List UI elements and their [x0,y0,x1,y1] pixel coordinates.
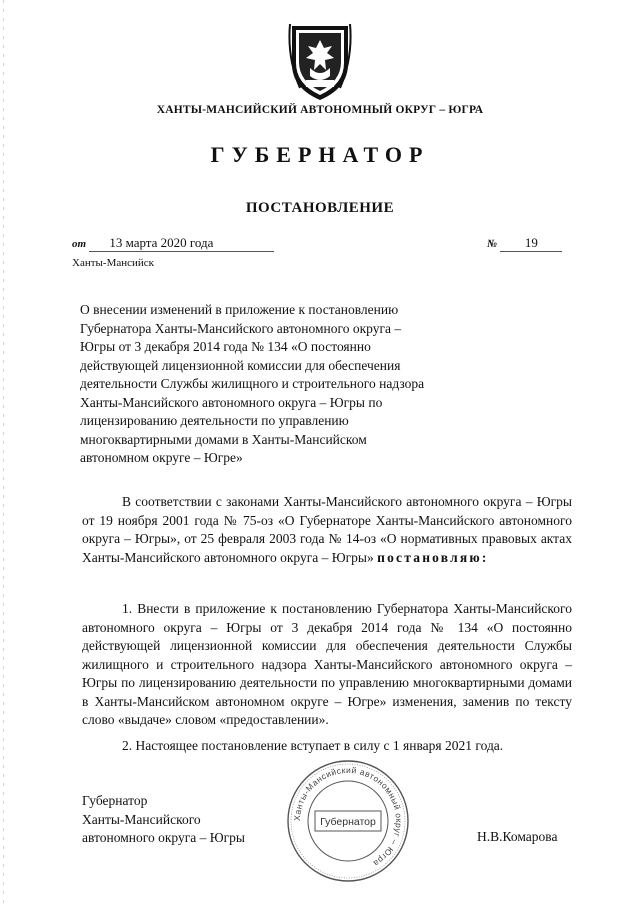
heading-line: лицензированию деятельности по управлению [80,413,349,428]
resolve-word: постановляю: [377,549,489,565]
document-title: ГУБЕРНАТОР [210,142,430,167]
document-date: 13 марта 2020 года [89,235,274,252]
heading-line: Губернатора Ханты-Мансийского автономного округа – [80,320,402,336]
scan-edge [3,0,4,905]
number-sign: № [487,238,498,250]
preamble-text: В соответствии с законами Ханты-Мансийского автономного округа – Югры от 19 ноября 2001 года № 75-оз «О Губернаторе Ханты-Мансийского автономного округа – Югры», от 25 февраля 2003 года № 14-оз «О нормативных правовых актах Ханты-Мансийского автономного округа – Югры» [82,494,572,565]
stamp-ring-text: Ханты-Мансийский автономный округ – Югра [291,764,405,869]
document-heading [80,301,440,468]
signatory-title [82,792,245,848]
number-row [487,235,562,252]
signatory-title-line: Губернатор [82,793,148,808]
heading-line: Ханты-Мансийского автономного округа – Югры по [80,394,383,410]
signatory-title-line: автономного округа – Югры [82,830,245,845]
heading-line: О внесении изменений в приложение к постановлению [80,302,399,317]
heading-line: деятельности Службы жилищного и строительного надзора [80,376,425,391]
coat-of-arms-emblem [286,18,354,104]
preamble-paragraph [82,493,572,567]
heading-line: Югры от 3 декабря 2014 года № 134 «О постоянно [80,339,371,354]
clause-1-paragraph: 1. Внести в приложение к постановлению Губернатора Ханты-Мансийского автономного округа – Югры от 3 декабря 2014 года № 134 «О постоянно действующей лицензионной комиссии для обеспечения деятельности Службы жилищного и строительного надзора Ханты-Мансийского автономного округа – Югры по лицензированию деятельности по управлению многоквартирными домами в Ханты-Мансийском автономном округе – Югре» изменения, заменив по тексту слово «выдаче» словом «предоставлении». [82,601,572,727]
document-number: 19 [500,235,562,252]
date-prefix: от [72,238,87,250]
date-row [72,235,274,252]
heading-line: многоквартирными домами в Ханты-Мансийском [80,431,367,447]
signatory-title-line: Ханты-Мансийского [82,811,201,827]
document-type: ПОСТАНОВЛЕНИЕ [245,200,395,216]
heading-line: действующей лицензионной комиссии для обеспечения [80,357,401,373]
region-name: ХАНТЫ-МАНСИЙСКИЙ АВТОНОМНЫЙ ОКРУГ – ЮГРА [156,104,484,116]
stamp-center-text: Губернатор [320,816,376,828]
clause-2-paragraph: 2. Настоящее постановление вступает в силу с 1 января 2021 года. [122,738,504,753]
city-name: Ханты-Мансийск [72,257,155,269]
official-stamp [283,756,413,886]
signatory-name: Н.В.Комарова [477,829,558,844]
heading-line: автономном округе – Югре» [80,450,243,465]
